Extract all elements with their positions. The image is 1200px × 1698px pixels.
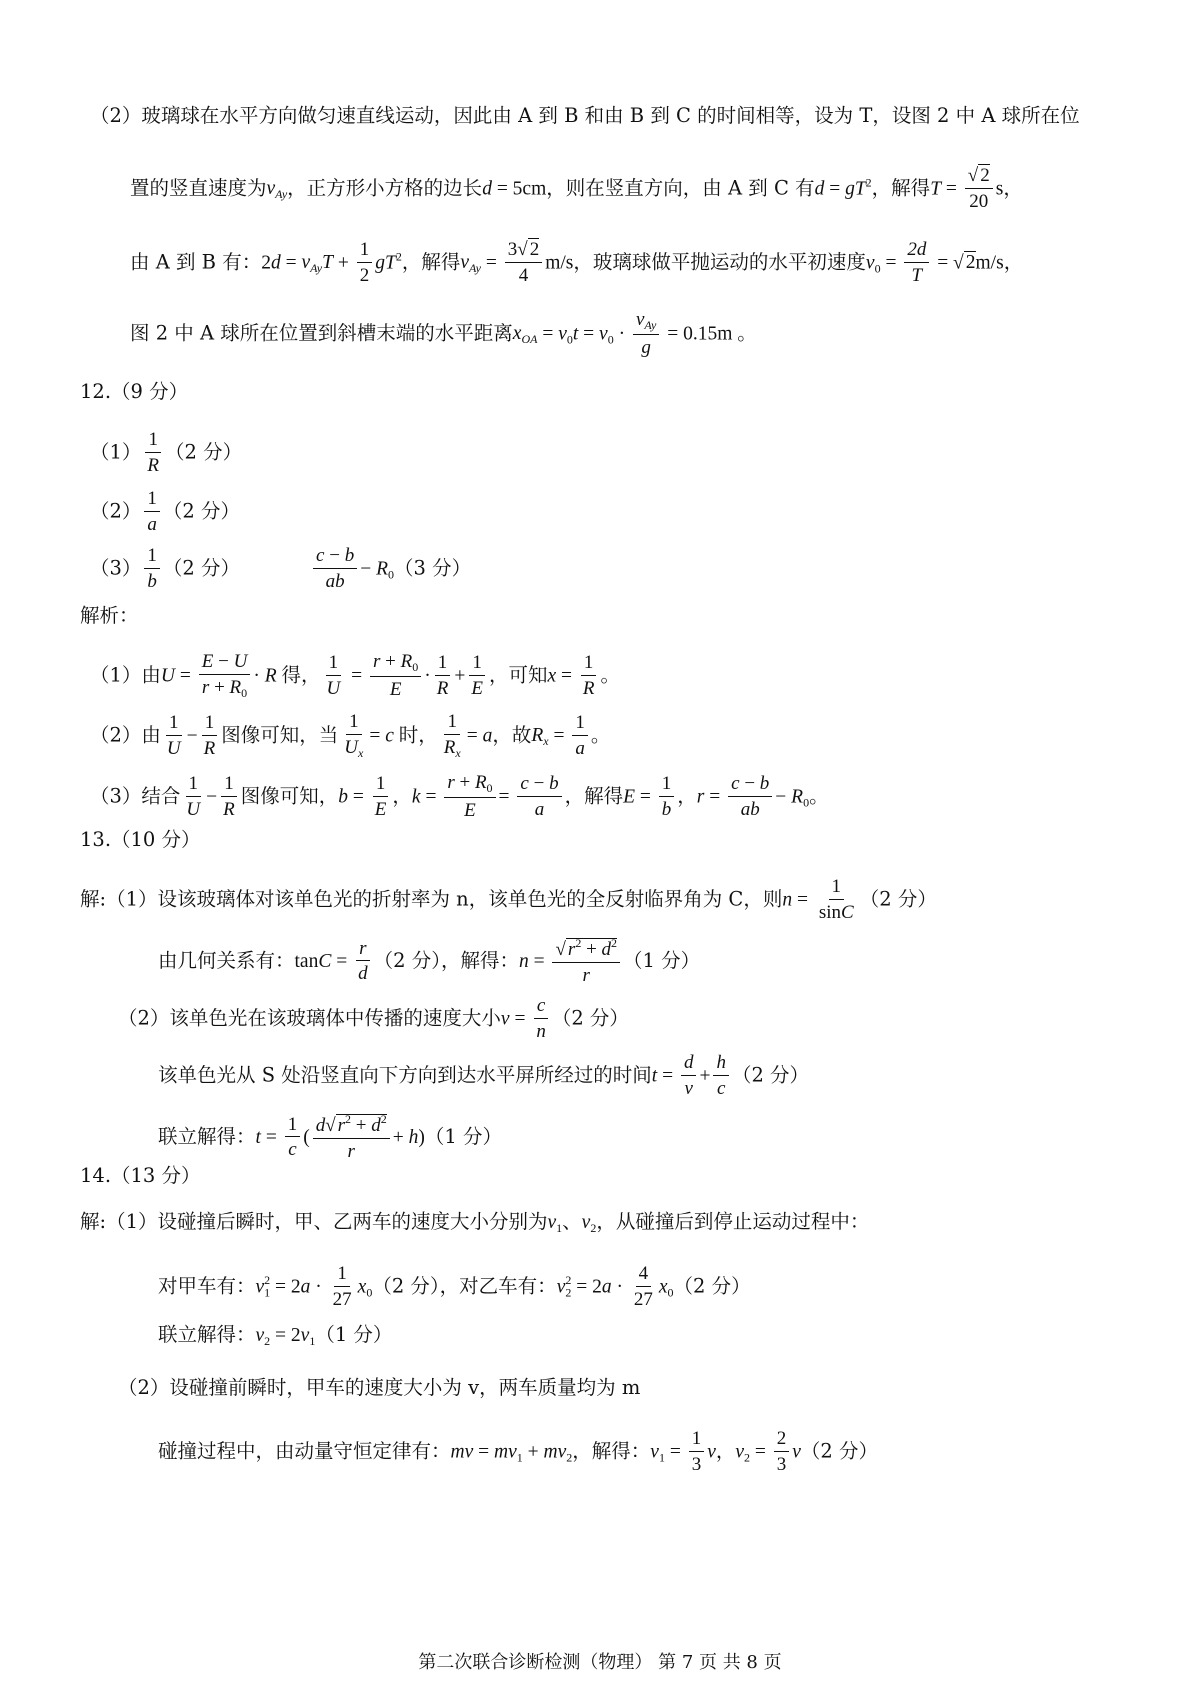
s13-line-5: 联立解得：t = $\frac{1}{c}$ ( $\frac{d√ r^2 + d^2}{r}$ + h)（1 分） [158, 1112, 502, 1162]
s13-line-3: （2）该单色光在该玻璃体中传播的速度大小v = $\frac{c}{n}$ （2 分） [118, 995, 629, 1042]
s13-line-1: 解:（1）设该玻璃体对该单色光的折射率为 n，该单色光的全反射临界角为 C，则n = $\frac{1}{\sin C}$ （2 分） [80, 876, 937, 923]
s13-line-2: 由几何关系有：tanC = $\frac{r}{d}$ （2 分），解得：n = $\frac{√ r^2 + d^2}{r}$ （1 分） [158, 936, 701, 986]
s12-analysis-label: 解析： [80, 604, 139, 627]
s12-analysis-3: （3）结合 $\frac{1}{U}$ − $\frac{1}{R}$ 图像可知，b = $\frac{1}{E}$ ，k = $\frac{r + R_0}{E}$ = $\frac{c - b}{a}$ ，解得E = $\frac{1}{b}$ ，r = $\frac{c - b}{ab}$ − $R_0$。 [90, 772, 829, 821]
s14-line-2: 对甲车有：$v_1^2 = 2a$ · $\frac{1}{27}$ $x_0(2$ 分），对乙车有：$v_2^2 = 2a$ · $\frac{4}{27}$ $x_0(2$ 分） [158, 1263, 751, 1310]
s14-line-5: 碰撞过程中，由动量守恒定律有：mv = $mv_1 + mv_2$，解得：$v_1$ = $\frac{1}{3}$ v，$v_2$ = $\frac{2}{3}$ v（2 分） [158, 1428, 879, 1475]
s14-line-3: 联立解得：$v_2 = 2v_1(1$ 分） [158, 1323, 393, 1348]
s12-heading: 12.（9 分） [80, 380, 189, 403]
page-footer: 第二次联合诊断检测（物理） 第 7 页 共 8 页 [418, 1652, 782, 1673]
s11-line-2: 置的竖直速度为$v_{Ay}$，正方形小方格的边长d = 5cm，则在竖直方向，由 A 到 C 有$d = gT^2$，解得T = $\frac{√ 2}{20}$ s， [130, 165, 1023, 212]
s14-heading: 14.（13 分） [80, 1164, 201, 1187]
s11-line-3: 由 A 到 B 有：$2d = v_{Ay}T$ + $\frac{1}{2}$ $gT^2$，解得$v_{Ay}$ = $\frac{3√ 2}{4}$ m/s，玻璃球做平抛运动的水平初速度$v_0$ = $\frac{2d}{T}$ = √ 2m/s， [130, 239, 1024, 286]
s14-line-4: （2）设碰撞前瞬时，甲车的速度大小为 v，两车质量均为 m [118, 1376, 641, 1399]
s14-line-1: 解:（1）设碰撞后瞬时，甲、乙两车的速度大小分别为$v_1$、$v_2$，从碰撞后到停止运动过程中： [80, 1210, 870, 1235]
s11-line-1: （2）玻璃球在水平方向做匀速直线运动，因此由 A 到 B 和由 B 到 C 的时间相等，设为 T，设图 2 中 A 球所在位 [90, 104, 1080, 127]
s12-answer-1: （1） $\frac{1}{R}$ （2 分） [90, 429, 243, 476]
s13-heading: 13.（10 分） [80, 828, 201, 851]
s11-line-4: 图 2 中 A 球所在位置到斜槽末端的水平距离$x_{OA} = v_0t = v_0$ · $\frac{v_{Ay}}{g}$ = 0.15m 。 [130, 309, 757, 358]
s12-answer-3: （3） $\frac{1}{b}$ （2 分） $\frac{c - b}{ab}$ − $R_0(3$ 分） [90, 545, 472, 592]
fraction: $\frac{√ 2}{20}$ [965, 166, 993, 212]
s12-answer-2: （2） $\frac{1}{a}$ （2 分） [90, 488, 241, 535]
s13-line-4: 该单色光从 S 处沿竖直向下方向到达水平屏所经过的时间t = $\frac{d}{v}$ + $\frac{h}{c}$ （2 分） [158, 1052, 810, 1099]
s12-analysis-1: （1）由U = $\frac{E - U}{r + R_0}$ · R 得， $\frac{1}{U}$ = $\frac{r + R_0}{E}$ · $\frac{1}{R}$ + $\frac{1}{E}$ ，可知x = $\frac{1}{R}$ 。 [90, 651, 620, 700]
s12-analysis-2: （2）由 $\frac{1}{U}$ − $\frac{1}{R}$ 图像可知，当 $\frac{1}{U_x}$ = c 时， $\frac{1}{R_x}$ = a，故$R_x$ = $\frac{1}{a}$ 。 [90, 711, 611, 760]
